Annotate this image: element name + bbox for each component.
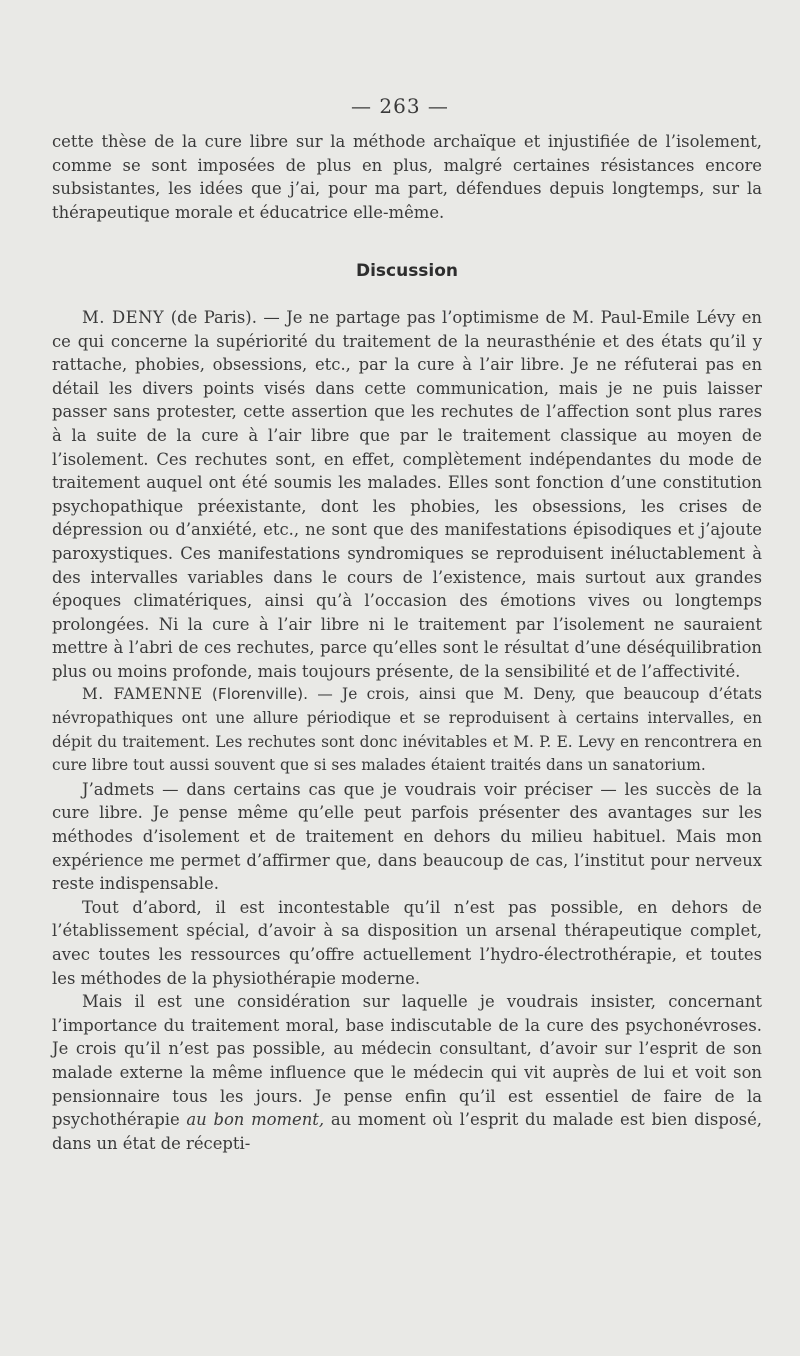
admets-paragraph: J’admets — dans certains cas que je voudrais voir préciser — les succès de la cure libre. Je pense même qu’elle peut parfois présenter des avantages sur les méthodes d’isolement et de traitement en dehors du milieu habituel. Mais mon expérience me permet d’affirmer que, dans beaucoup de cas, l’institut pour nerveux reste indispensable.: [52, 779, 762, 894]
abord-paragraph: Tout d’abord, il est incontestable qu’il n’est pas possible, en dehors de l’établissement spécial, d’avoir à sa disposition un arsenal thérapeutique complet, avec toutes les ressources qu’offre actuellement l’hydro-électrothérapie, et toutes les méthodes de la physiothérapie moderne.: [52, 897, 762, 988]
mais-paragraph: [52, 990, 762, 1155]
paragraph-text: au moment où l’esprit du malade est bien disposé, dans un état de récepti-: [52, 1110, 763, 1153]
speaker-origin: (de Paris).: [170, 307, 257, 327]
paragraph-text: Mais il est une considération sur laquelle je voudrais insister, concernant l’importance du traitement moral, base indiscutable de la cure des psychonévroses. Je crois qu’il n’est pas possible, au médecin consultant, d’avoir sur l’esprit de son malade externe la même influence que le médecin qui vit auprès de lui et voit son pensionnaire tous les jours. Je pense enfin qu’il est essentiel de faire de la psychothérapie: [52, 992, 762, 1130]
deny-paragraph: [52, 306, 762, 684]
emphasis-text: au bon moment,: [186, 1110, 325, 1130]
page-number: — 263 —: [351, 94, 449, 118]
paragraph-text: — Je ne partage pas l’optimisme de M. Paul-Emile Lévy en ce qui concerne la supériorité du traitement de la neurasthénie et des états qu’il y rattache, phobies, obsessions, etc., par la cure à l’air libre. Je ne réfuterai pas en détail les divers points visés dans cette communication, mais je ne puis laisser passer sans protester, cette assertion que les rechutes de l’affection sont plus rares à la suite de la cure à l’air libre que par le traitement classique au moyen de l’isolement. Ces rechutes sont, en effet, complètement indépendantes du mode de traitement auquel ont été soumis les malades. Elles sont fonction d’une constitution psychopathique préexistante, dont les phobies, les obsessions, les crises de dépression ou d’anxiété, etc., ne sont que des manifestations épisodiques et j’ajoute paroxystiques. Ces manifestations syndromiques se reproduisent inéluctablement à des intervalles variables dans le cours de l’existence, mais surtout aux grandes époques climatériques, ainsi qu’à l’occasion des émotions vives ou longtemps prolongées. Ni la cure à l’air libre ni le traitement par l’isolement ne sauraient mettre à l’abri de ces rechutes, parce qu’elles sont le résultat d’une déséquilibration plus ou moins profonde, mais toujours présente, de la sensibilité et de l’affectivité.: [52, 307, 762, 681]
speaker-origin: (Florenville).: [211, 685, 308, 704]
page-body: [52, 130, 762, 1155]
speaker-name: M. DENY: [82, 307, 165, 327]
intro-paragraph: cette thèse de la cure libre sur la méthode archaïque et injustifiée de l’isolement, comme se sont imposées de plus en plus, malgré certaines résistances encore subsistantes, les idées que j’ai, pour ma part, défendues depuis longtemps, sur la thérapeutique morale et éducatrice elle-même.: [52, 132, 762, 222]
famenne-paragraph: [52, 683, 762, 777]
speaker-name: M. FAMENNE: [82, 685, 203, 704]
section-heading: Discussion: [355, 261, 459, 282]
paragraph-text: — Je crois, ainsi que M. Deny, que beaucoup d’états névropathiques ont une allure périodique et se reproduisent à certains intervalles, en dépit du traitement. Les rechutes sont donc inévitables et M. P. E. Levy en rencontrera en cure libre tout aussi souvent que si ses malades étaient traités dans un sanatorium.: [52, 685, 762, 775]
